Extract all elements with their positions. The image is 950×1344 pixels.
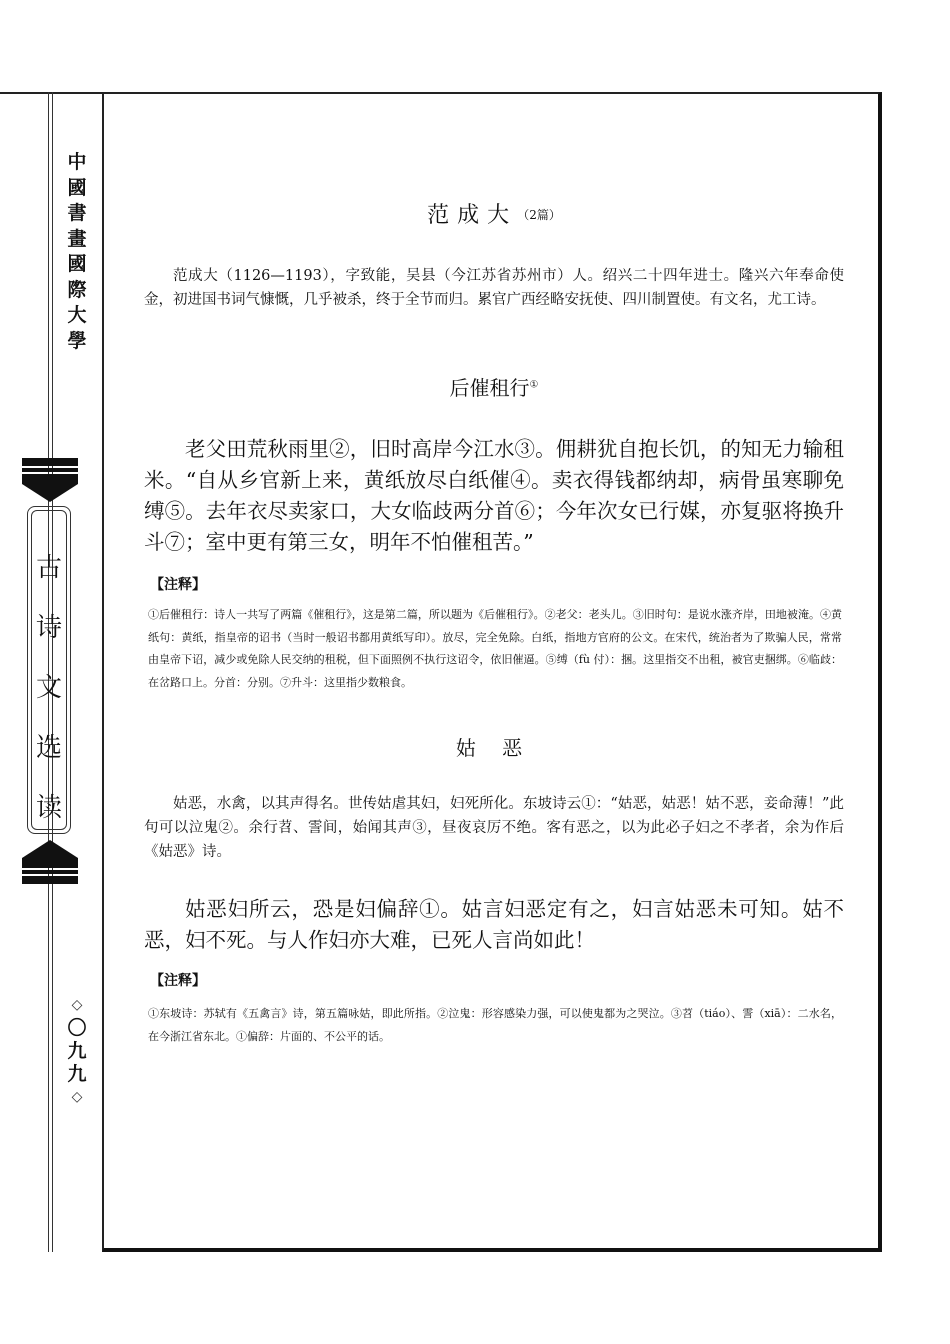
page-number: ◇ 〇 九 九 ◇: [62, 994, 92, 1109]
author-heading: [144, 198, 844, 229]
poem2-notes-heading: 【注释】: [150, 973, 206, 989]
diamond-icon: ◇: [71, 997, 83, 1013]
poem-count: （2篇）: [517, 208, 561, 222]
ornament-bar-bottom-thin: [22, 870, 78, 874]
author-name: 范成大: [427, 203, 518, 228]
ornament-bar-top-thin: [22, 468, 78, 472]
poem1-notes: ①后催租行：诗人一共写了两篇《催租行》，这是第二篇，所以题为《后催租行》。②老父：老头儿。③旧时句：是说水涨齐岸，田地被淹。④黄纸句：黄纸，指皇帝的诏书（当时一般诏书都用黄纸写印）。放尽，完全免除。白纸，指地方官府的公文。在宋代，统治者为了欺骗人民，常常由皇帝下诏，减少或免除人民交纳的租税，但下面照例不执行这诏令，依旧催逼。⑤缚（fù 付）：捆。这里指交不出租，被官吏捆绑。⑥临歧：在岔路口上。分首：分别。⑦升斗：这里指少数粮食。: [148, 608, 842, 689]
spine-book-title: 古 诗 文 选 读: [35, 553, 62, 823]
poem2-notes: ①东坡诗：苏轼有《五禽言》诗，第五篇咏姑，即此所指。②泣鬼：形容感染力强，可以使鬼都为之哭泣。③苕（tiáo）、霅（xiā）：二水名，在今浙江省东北。①偏辞：片面的、不公平的话。: [148, 1007, 842, 1043]
spine-university-name: 中 國 書 畫 國 際 大 學: [67, 151, 87, 352]
ornament-wedge-bottom: [22, 838, 78, 868]
ornament-wedge-top: [22, 474, 78, 504]
diamond-icon: ◇: [71, 1089, 83, 1105]
poem2-title: 姑 恶: [455, 736, 533, 760]
poem1-notes-heading: 【注释】: [150, 577, 206, 593]
poem1-text: 老父田荒秋雨里②，旧时高岸今江水③。佣耕犹自抱长饥，的知无力输租米。“自从乡官新上来，黄纸放尽白纸催④。卖衣得钱都纳却，病骨虽寒聊免缚⑤。去年衣尽卖家口，大女临歧两分首⑥；今年次女已行媒，亦复驱将换升斗⑦；室中更有第三女，明年不怕催租苦。”: [144, 437, 844, 554]
poem2-preface: 姑恶，水禽，以其声得名。世传姑虐其妇，妇死所化。东坡诗云①：“姑恶，姑恶！姑不恶，妾命薄！”此句可以泣鬼②。余行苕、霅间，始闻其声③，昼夜哀厉不绝。客有恶之，以为此必子妇之不孝者，余为作后《姑恶》诗。: [144, 796, 844, 860]
author-bio: 范成大（1126—1193），字致能，吴县（今江苏省苏州市）人。绍兴二十四年进士。隆兴六年奉命使金，初进国书词气慷慨，几乎被杀，终于全节而归。累官广西经略安抚使、四川制置使。有文名，尤工诗。: [144, 268, 844, 308]
ornament-bar-bottom: [22, 876, 78, 884]
poem1-title: 后催租行①: [449, 376, 539, 400]
ornament-bar-top: [22, 458, 78, 466]
poem2-text: 姑恶妇所云，恐是妇偏辞①。姑言妇恶定有之，妇言姑恶未可知。姑不恶，妇不死。与人作妇亦大难，已死人言尚如此！: [144, 897, 844, 952]
